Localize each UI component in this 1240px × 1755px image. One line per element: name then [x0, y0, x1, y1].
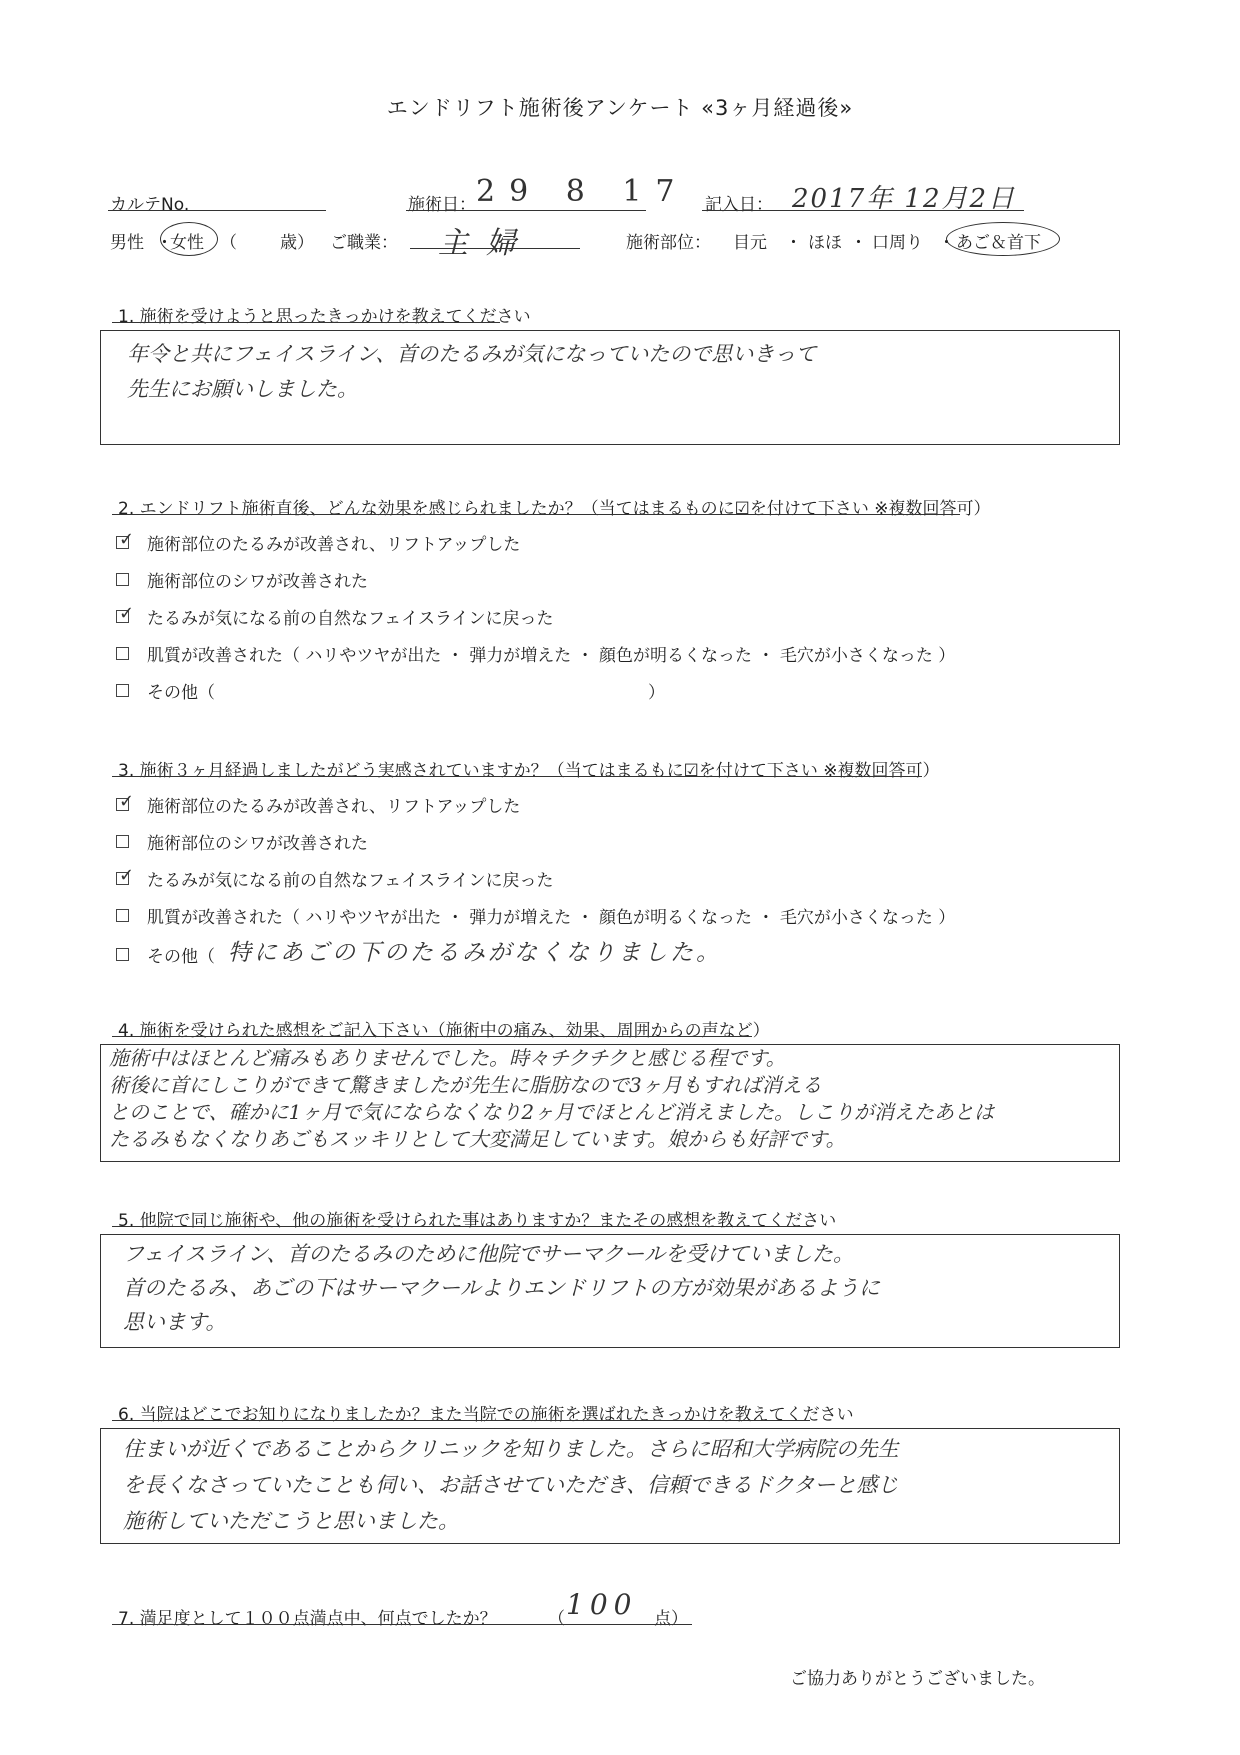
q2-option-4[interactable] [116, 641, 955, 666]
answer-6-box[interactable] [100, 1428, 1120, 1544]
karte-label: カルテNo. [110, 195, 190, 215]
area-option-eyes[interactable]: 目元 [733, 233, 767, 253]
separator: ・ [938, 233, 955, 253]
treatment-date-field [406, 210, 646, 211]
area-option-chin-neck[interactable]: あご＆首下 [956, 233, 1041, 253]
thank-you-note: ご協力ありがとうございました。 [790, 1669, 1045, 1689]
question-5: 5. 他院で同じ施術や、他の施術を受けられた事はありますか？またその感想を教えてください [118, 1211, 837, 1231]
checkbox[interactable] [116, 948, 129, 961]
checkbox[interactable] [116, 647, 129, 660]
question-3: 3. 施術３ヶ月経過しましたがどう実感されていますか？（当てはまるもに☑を付けて下さい ※複数回答可） [118, 761, 940, 781]
occupation-label: ご職業： [330, 233, 398, 253]
checkbox-checked[interactable]: ✓ [116, 536, 129, 549]
q3-option-label: 施術部位のたるみが改善され、リフトアップした [147, 797, 521, 817]
area-option-mouth[interactable]: 口周り [872, 233, 923, 253]
answer-6-line: 施術していただこうと思いました。 [123, 1509, 459, 1533]
q3-option-2[interactable] [116, 829, 368, 854]
entry-date-label: 記入日： [705, 195, 773, 215]
q3-option-1[interactable] [116, 792, 520, 817]
checkbox[interactable] [116, 909, 129, 922]
q3-other-answer[interactable]: 特にあごの下のたるみがなくなりました。 [228, 940, 722, 966]
question-6: 6. 当院はどこでお知りになりましたか？また当院での施術を選ばれたきっかけを教えてください [118, 1405, 854, 1425]
separator: ・ [156, 233, 173, 253]
question-4-underline [112, 1036, 752, 1037]
q2-option-label: たるみが気になる前の自然なフェイスラインに戻った [147, 609, 554, 629]
answer-1-line: 先生にお願いしました。 [127, 377, 358, 401]
occupation-value[interactable]: 主婦 [438, 226, 534, 261]
answer-5-line: 思います。 [123, 1310, 227, 1334]
score-unit: 点） [654, 1609, 688, 1629]
question-7: 7. 満足度として１００点満点中、何点でしたか？ [118, 1609, 497, 1629]
answer-4-line: 施術中はほとんど痛みもありませんでした。時々チクチクと感じる程です。 [109, 1046, 786, 1070]
occupation-field [410, 248, 580, 249]
question-6-underline [112, 1420, 810, 1421]
checkbox-checked[interactable]: ✓ [116, 610, 129, 623]
treatment-date-value[interactable]: 29 8 17 [476, 174, 689, 209]
answer-5-line: フェイスライン、首のたるみのために他院でサーマクールを受けていました。 [123, 1242, 855, 1266]
q3-option-3[interactable] [116, 866, 553, 891]
question-2: 2. エンドリフト施術直後、どんな効果を感じられましたか？（当てはまるものに☑を付けて下さい ※複数回答可） [118, 499, 991, 519]
answer-5-line: 首のたるみ、あごの下はサーマクールよりエンドリフトの方が効果があるように [123, 1276, 880, 1300]
answer-1-box[interactable] [100, 330, 1120, 445]
checkbox-checked[interactable]: ✓ [116, 798, 129, 811]
q2-option-label: 施術部位のシワが改善された [147, 572, 368, 592]
q3-option-label: たるみが気になる前の自然なフェイスラインに戻った [147, 871, 554, 891]
area-label: 施術部位： [626, 233, 711, 253]
question-7-underline [112, 1624, 692, 1625]
entry-date-field [702, 210, 1024, 211]
question-2-underline [112, 514, 960, 515]
score-value[interactable]: 100 [566, 1588, 638, 1621]
answer-1-line: 年令と共にフェイスライン、首のたるみが気になっていたので思いきって [127, 342, 817, 366]
q2-option-label: 施術部位のたるみが改善され、リフトアップした [147, 535, 521, 555]
karte-field[interactable] [108, 210, 326, 211]
entry-date-value[interactable]: 2017年 12月2日 [792, 184, 1017, 214]
question-3-underline [112, 776, 922, 777]
q2-option-label: 肌質が改善された（ ハリやツヤが出た ・ 弾力が増えた ・ 顔色が明るくなった ・ 毛穴が小さくなった ） [147, 646, 956, 666]
q3-option-4[interactable] [116, 903, 955, 928]
q2-other-close: ） [648, 683, 665, 703]
checkbox[interactable] [116, 835, 129, 848]
answer-4-box[interactable] [100, 1044, 1120, 1162]
separator: ・ [785, 233, 802, 253]
q2-option-5[interactable] [116, 678, 215, 703]
checkbox-checked[interactable]: ✓ [116, 872, 129, 885]
q3-option-label: その他（ [147, 947, 215, 967]
answer-4-line: たるみもなくなりあごもスッキリとして大変満足しています。娘からも好評です。 [109, 1127, 846, 1151]
q3-option-label: 施術部位のシワが改善された [147, 834, 368, 854]
q3-option-label: 肌質が改善された（ ハリやツヤが出た ・ 弾力が増えた ・ 顔色が明るくなった ・ 毛穴が小さくなった ） [147, 908, 956, 928]
age-close: 歳） [280, 233, 314, 253]
q2-option-2[interactable] [116, 567, 368, 592]
q2-option-1[interactable] [116, 530, 520, 555]
q2-option-label: その他（ [147, 683, 215, 703]
answer-4-line: とのことで、確かに1ヶ月で気にならなくなり2ヶ月でほとんど消えました。しこりが消えたあとは [109, 1100, 995, 1124]
answer-4-line: 術後に首にしこりができて驚きましたが先生に脂肪なので3ヶ月もすれば消える [109, 1073, 822, 1097]
area-option-cheeks[interactable]: ほほ [808, 233, 842, 253]
treatment-date-label: 施術日： [408, 195, 476, 215]
question-4: 4. 施術を受けられた感想をご記入下さい（施術中の痛み、効果、周囲からの声など） [118, 1021, 770, 1041]
question-5-underline [112, 1226, 812, 1227]
answer-6-line: 住まいが近くであることからクリニックを知りました。さらに昭和大学病院の先生 [123, 1437, 899, 1461]
question-1-underline [112, 322, 500, 323]
score-open: （ [548, 1609, 565, 1629]
gender-male[interactable]: 男性 [110, 233, 144, 253]
gender-female[interactable]: 女性 [170, 233, 204, 253]
separator: ・ [850, 233, 867, 253]
q2-option-3[interactable] [116, 604, 553, 629]
answer-6-line: を長くなさっていたことも伺い、お話させていただき、信頼できるドクターと感じ [123, 1473, 899, 1497]
checkbox[interactable] [116, 684, 129, 697]
form-title: エンドリフト施術後アンケート «3ヶ月経過後» [386, 96, 854, 120]
q3-option-5[interactable] [116, 942, 215, 967]
answer-5-box[interactable] [100, 1234, 1120, 1348]
question-1: 1. 施術を受けようと思ったきっかけを教えてください [118, 307, 531, 327]
age-open: （ [220, 233, 237, 253]
checkbox[interactable] [116, 573, 129, 586]
